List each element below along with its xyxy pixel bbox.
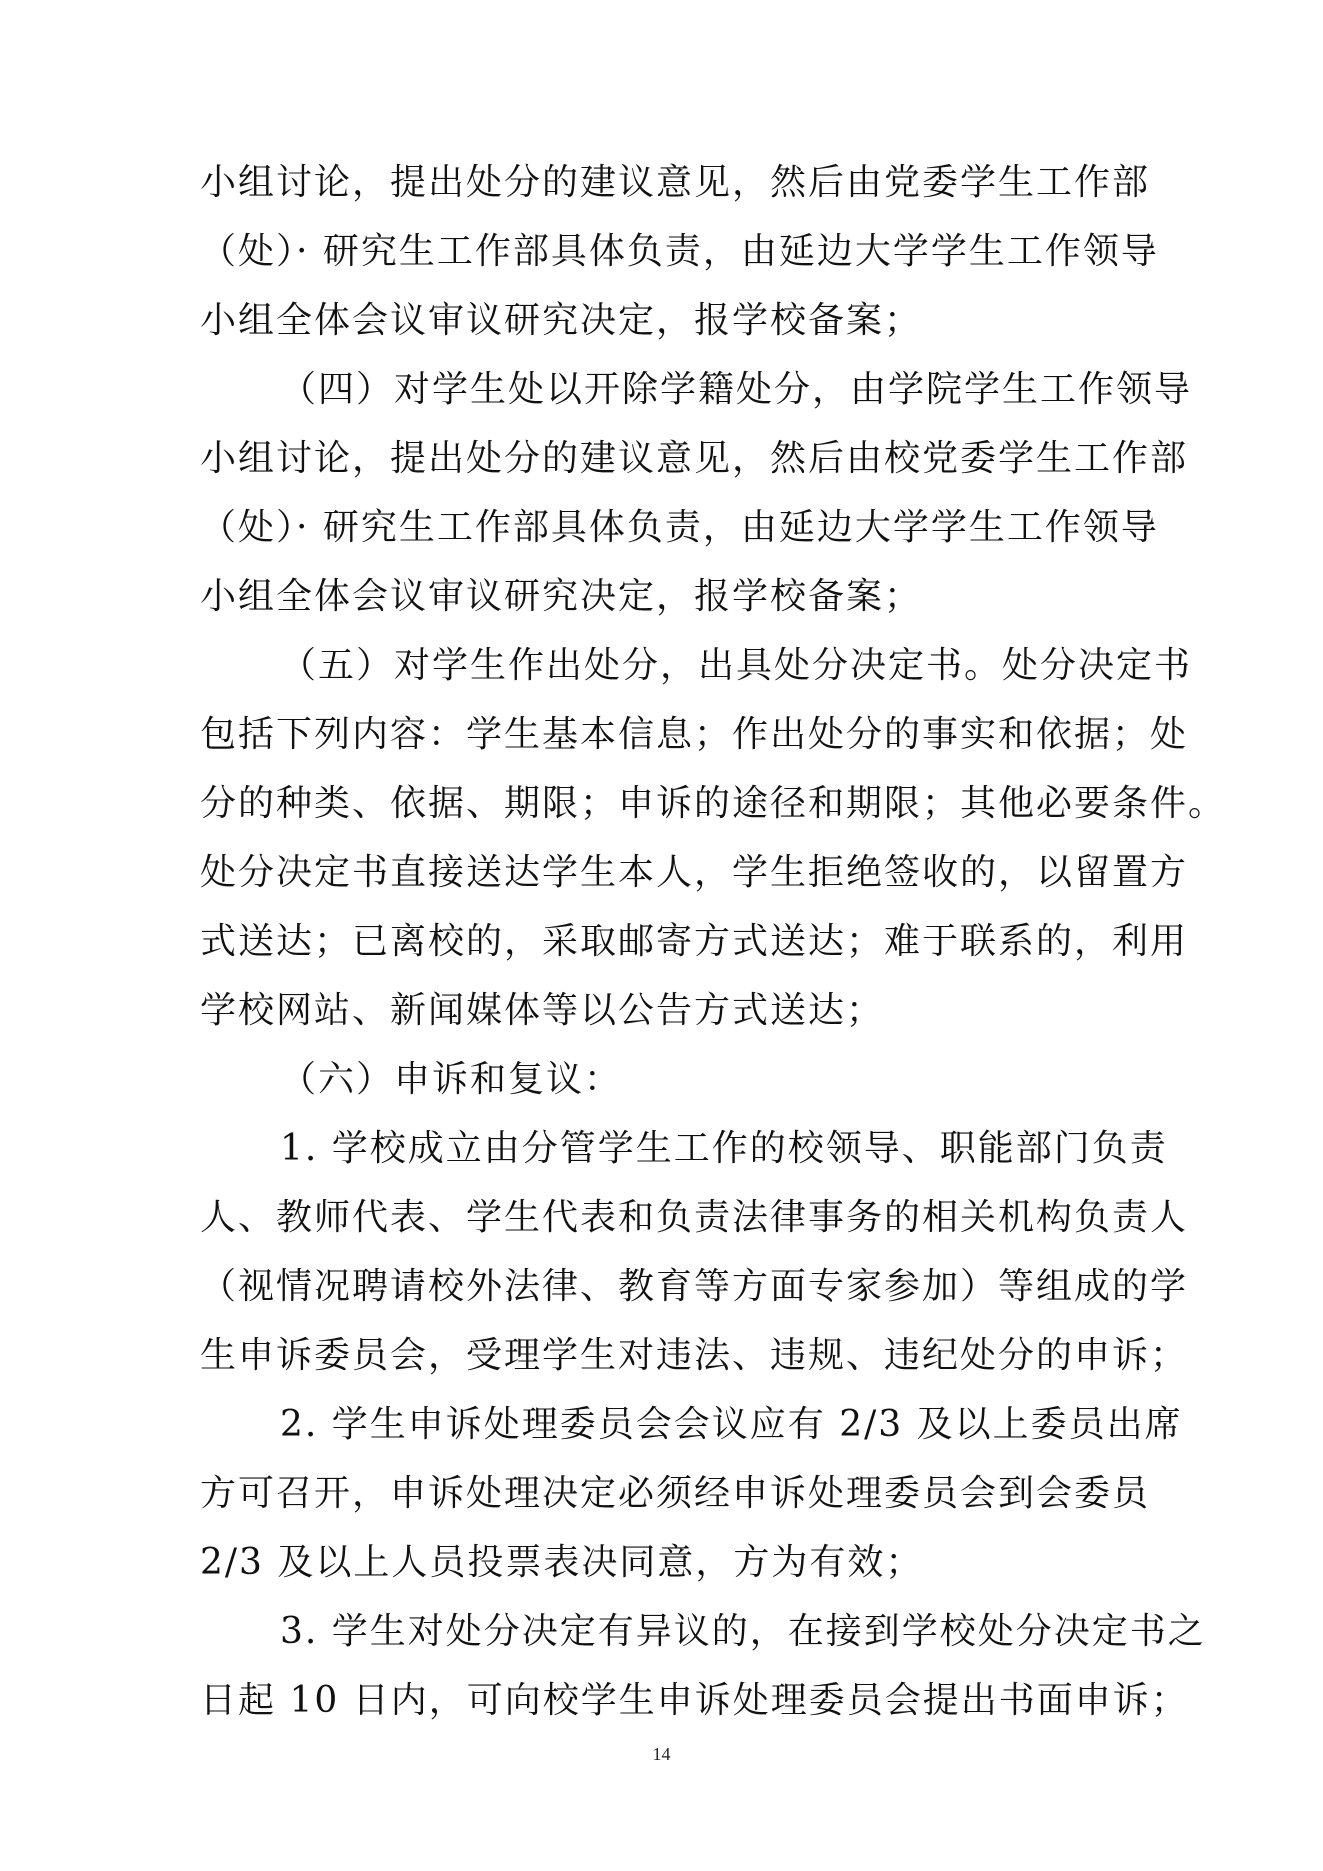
text-line: 小组讨论，提出处分的建议意见，然后由党委学生工作部 — [200, 162, 1151, 203]
text-line: （五）对学生作出处分，出具处分决定书。处分决定书 — [280, 645, 1193, 686]
text-line: 分的种类、依据、期限；申诉的途径和期限；其他必要条件。 — [200, 783, 1227, 824]
text-line: 1. 学校成立由分管学生工作的校领导、职能部门负责 — [280, 1128, 1168, 1169]
text-line: 式送达；已离校的，采取邮寄方式送达；难于联系的，利用 — [200, 921, 1189, 962]
text-line: 小组讨论，提出处分的建议意见，然后由校党委学生工作部 — [200, 438, 1189, 479]
text-line: 3. 学生对处分决定有异议的，在接到学校处分决定书之 — [280, 1611, 1206, 1652]
text-line: 日起 10 日内，可向校学生申诉处理委员会提出书面申诉； — [200, 1680, 1189, 1721]
text-line: （视情况聘请校外法律、教育等方面专家参加）等组成的学 — [200, 1266, 1189, 1307]
text-line: 处分决定书直接送达学生本人，学生拒绝签收的，以留置方 — [200, 852, 1189, 893]
text-line: 学校网站、新闻媒体等以公告方式送达； — [200, 990, 885, 1031]
text-line: 小组全体会议审议研究决定，报学校备案； — [200, 576, 923, 617]
page-number: 14 — [652, 1744, 671, 1764]
text-line: 2/3 及以上人员投票表决同意，方为有效； — [200, 1542, 924, 1583]
text-line: 2. 学生申诉处理委员会会议应有 2/3 及以上委员出席 — [280, 1404, 1183, 1445]
body-text — [200, 148, 1227, 1735]
text-line: 人、教师代表、学生代表和负责法律事务的相关机构负责人 — [200, 1197, 1189, 1238]
text-line: （处）· 研究生工作部具体负责，由延边大学学生工作领导 — [200, 507, 1159, 548]
text-line: 小组全体会议审议研究决定，报学校备案； — [200, 300, 923, 341]
text-line: （六）申诉和复议： — [280, 1059, 623, 1100]
text-line: （四）对学生处以开除学籍处分，由学院学生工作领导 — [280, 369, 1193, 410]
text-line: （处）· 研究生工作部具体负责，由延边大学学生工作领导 — [200, 231, 1159, 272]
text-line: 方可召开，申诉处理决定必须经申诉处理委员会到会委员 — [200, 1473, 1151, 1514]
text-line: 生申诉委员会，受理学生对违法、违规、违纪处分的申诉； — [200, 1335, 1189, 1376]
text-line: 包括下列内容：学生基本信息；作出处分的事实和依据；处 — [200, 714, 1189, 755]
